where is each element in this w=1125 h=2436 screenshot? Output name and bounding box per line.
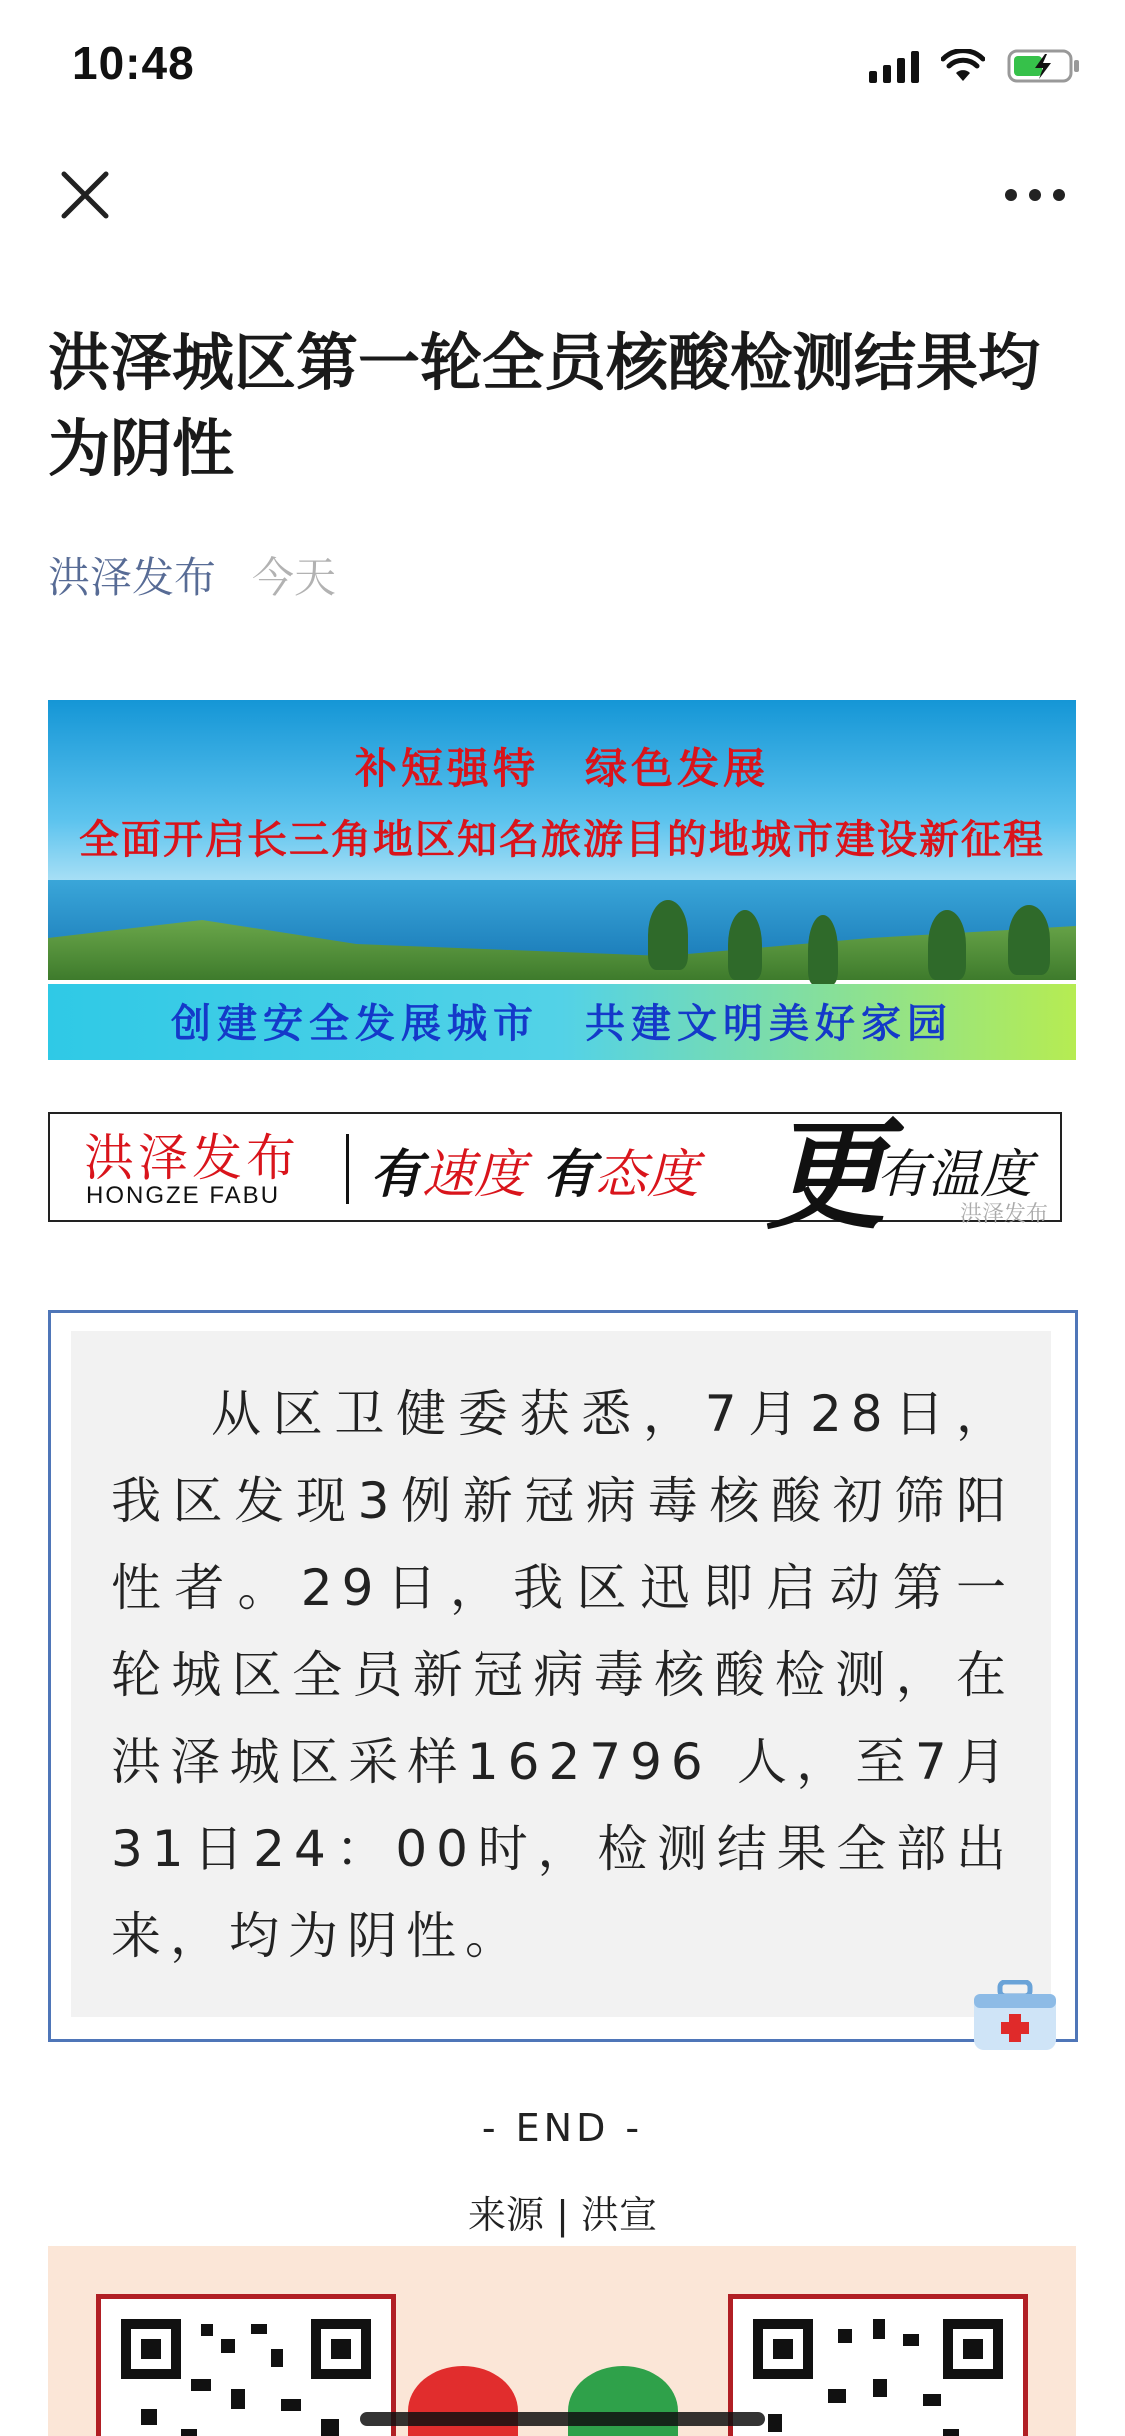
city-slogan-banner bbox=[48, 700, 1076, 1060]
banner-line2: 全面开启长三角地区知名旅游目的地城市建设新征程 bbox=[79, 816, 1045, 863]
slogan-attitude: 态度 bbox=[594, 1145, 699, 1205]
qr-pattern bbox=[121, 2319, 371, 2436]
wifi-icon bbox=[941, 49, 985, 83]
content-frame bbox=[48, 1310, 1078, 2042]
tree-shape bbox=[728, 910, 762, 980]
qr-promo-banner bbox=[48, 2246, 1076, 2436]
home-indicator[interactable] bbox=[360, 2412, 765, 2426]
slogan-speed: 速度 bbox=[422, 1145, 527, 1205]
slogan-big-char: 更 bbox=[766, 1105, 886, 1246]
qr-code-right[interactable] bbox=[728, 2294, 1028, 2436]
slogan-warmth: 温度 bbox=[928, 1145, 1033, 1205]
nav-bar bbox=[0, 140, 1125, 250]
banner-divider bbox=[346, 1134, 349, 1204]
close-button[interactable] bbox=[50, 160, 120, 230]
publish-date: 今天 bbox=[252, 553, 337, 602]
medical-kit-icon bbox=[970, 1980, 1060, 2052]
article-title: 洪泽城区第一轮全员核酸检测结果均为阴性 bbox=[48, 326, 1041, 485]
account-name-link[interactable]: 洪泽发布 bbox=[48, 553, 217, 602]
tree-shape bbox=[928, 910, 966, 980]
article-paragraph: 从区卫健委获悉，7月28日，我区发现3例新冠病毒核酸初筛阳性者。29日，我区迅即启动第一轮城区全员新冠病毒核酸检测，在洪泽城区采样162796 人，至7月31日24：00时，检测结果全部出来，均为阴性。 bbox=[111, 1385, 1015, 1965]
banner-line3: 创建安全发展城市 共建文明美好家园 bbox=[171, 1000, 953, 1047]
qr-pattern bbox=[753, 2319, 1003, 2436]
tree-shape bbox=[1008, 905, 1050, 975]
banner-sky bbox=[48, 700, 1076, 900]
banner-logo-en: HONGZE FABU bbox=[86, 1182, 281, 1209]
qr-code-left[interactable] bbox=[96, 2294, 396, 2436]
banner-slogan-2 bbox=[876, 1132, 1032, 1207]
more-dots-icon bbox=[995, 160, 1075, 230]
tree-shape bbox=[808, 915, 838, 985]
slogan-you-1: 有 bbox=[370, 1144, 423, 1205]
cellular-signal-icon bbox=[869, 49, 919, 83]
banner-line1: 补短强特 绿色发展 bbox=[354, 744, 769, 793]
close-icon bbox=[50, 160, 120, 230]
article-body bbox=[111, 1371, 1015, 1980]
content-box bbox=[71, 1331, 1051, 2017]
tree-shape bbox=[648, 900, 688, 970]
banner-watermark: 洪泽发布 bbox=[959, 1202, 1048, 1227]
banner-logo-cn: 洪泽发布 bbox=[84, 1129, 300, 1187]
battery-charging-icon bbox=[1007, 48, 1081, 84]
source-line: 来源 | 洪宣 bbox=[468, 2193, 657, 2237]
slogan-you-2: 有 bbox=[542, 1144, 595, 1205]
banner-slogan bbox=[370, 1132, 699, 1207]
hongze-fabu-banner bbox=[48, 1105, 1062, 1246]
status-time: 10:48 bbox=[72, 37, 195, 89]
more-options-button[interactable] bbox=[995, 160, 1075, 230]
status-icons bbox=[869, 48, 1081, 84]
status-bar bbox=[0, 0, 1125, 130]
article-meta bbox=[48, 545, 336, 605]
slogan-you-3: 有 bbox=[876, 1145, 929, 1205]
end-marker: - END - bbox=[481, 2106, 644, 2150]
